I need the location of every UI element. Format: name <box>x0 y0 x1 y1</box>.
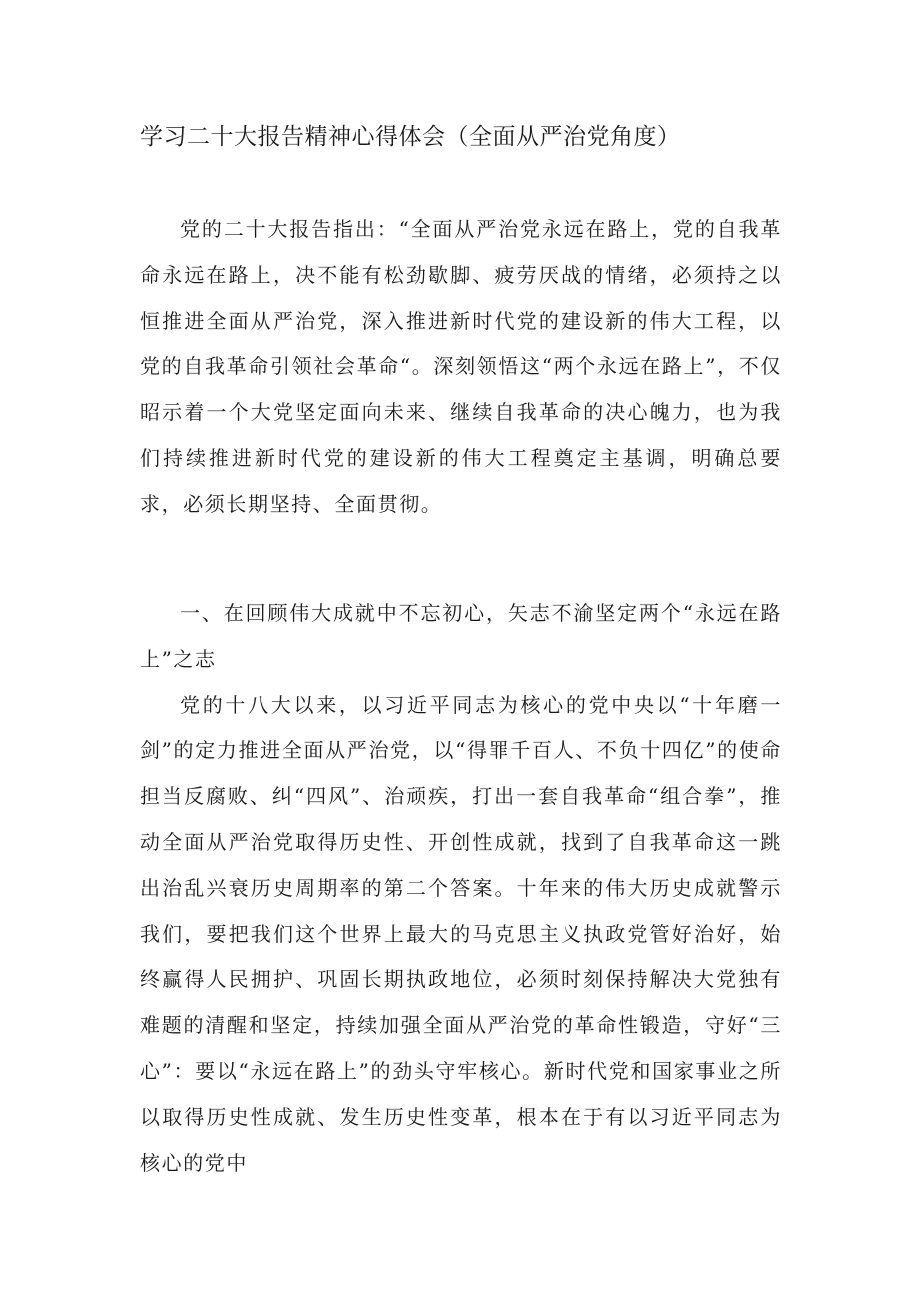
section-one <box>140 591 782 1186</box>
intro-section <box>140 207 782 528</box>
intro-paragraph: 党的二十大报告指出：“全面从严治党永远在路上，党的自我革命永远在路上，决不能有松劲歇脚、疲劳厌战的情绪，必须持之以恒推进全面从严治党，深入推进新时代党的建设新的伟大工程，以党的自我革命引领社会革命“。深刻领悟这“两个永远在路上”，不仅昭示着一个大党坚定面向未来、继续自我革命的决心魄力，也为我们持续推进新时代党的建设新的伟大工程奠定主基调，明确总要求，必须长期坚持、全面贯彻。 <box>140 217 782 516</box>
body-paragraph: 党的十八大以来，以习近平同志为核心的党中央以“十年磨一剑”的定力推进全面从严治党，以“得罪千百人、不负十四亿”的使命担当反腐败、纠“四风”、治顽疾，打出一套自我革命“组合拳”，推动全面从严治党取得历史性、开创性成就，找到了自我革命这一跳出治乱兴衰历史周期率的第二个答案。十年来的伟大历史成就警示我们，要把我们这个世界上最大的马克思主义执政党管好治好，始终赢得人民拥护、巩固长期执政地位，必须时刻保持解决大党独有难题的清醒和坚定，持续加强全面从严治党的革命性锻造，守好“三心”：要以“永远在路上”的劲头守牢核心。新时代党和国家事业之所以取得历史性成就、发生历史性变革，根本在于有以习近平同志为核心的党中 <box>140 692 782 1175</box>
document-title: 学习二十大报告精神心得体会（全面从严治党角度） <box>140 124 681 150</box>
section-heading: 一、在回顾伟大成就中不忘初心，矢志不渝坚定两个“永远在路上”之志 <box>140 601 782 671</box>
